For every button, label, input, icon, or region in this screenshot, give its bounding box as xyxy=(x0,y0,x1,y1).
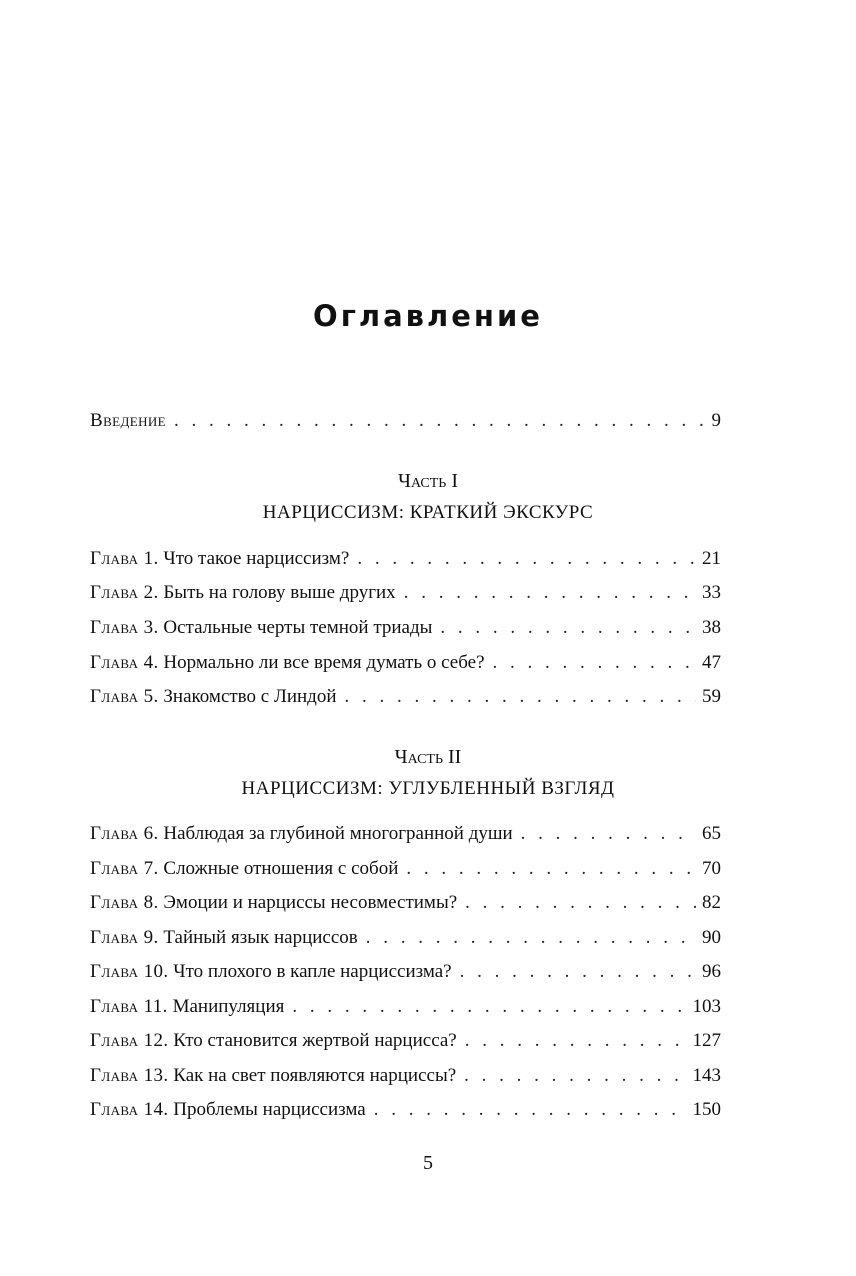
toc-entry[interactable] xyxy=(90,682,721,712)
page-title: Оглавление xyxy=(313,299,543,333)
chapter-label: Глава 1. xyxy=(90,548,159,569)
chapter-title: Нормально ли все время думать о себе? xyxy=(163,652,485,673)
toc-entry[interactable] xyxy=(90,578,721,608)
page-ref: 38 xyxy=(702,617,721,638)
dot-leader xyxy=(374,1095,687,1125)
dot-leader xyxy=(493,648,696,678)
chapter-label: Глава 10. xyxy=(90,961,169,982)
chapter-label: Глава 12. xyxy=(90,1030,169,1051)
toc-entry[interactable] xyxy=(90,613,721,643)
dot-leader xyxy=(465,888,696,918)
chapter-title: Сложные отношения с собой xyxy=(163,858,399,879)
dot-leader xyxy=(357,544,696,574)
toc-entry[interactable] xyxy=(90,819,721,849)
part-label: Часть I xyxy=(398,470,458,492)
chapter-label: Глава 9. xyxy=(90,927,159,948)
chapter-title: Проблемы нарциссизма xyxy=(173,1099,366,1120)
page-ref: 65 xyxy=(702,823,721,844)
page-ref: 59 xyxy=(702,686,721,707)
page-ref: 127 xyxy=(692,1030,721,1051)
dot-leader xyxy=(465,1026,687,1056)
chapter-label: Глава 5. xyxy=(90,686,159,707)
page-ref: 70 xyxy=(702,858,721,879)
chapter-title: Тайный язык нарциссов xyxy=(163,927,358,948)
chapter-title: Кто становится жертвой нарцисса? xyxy=(173,1030,457,1051)
dot-leader xyxy=(464,1061,686,1091)
toc-entry[interactable] xyxy=(90,957,721,987)
page-ref: 103 xyxy=(692,996,721,1017)
page-ref: 143 xyxy=(692,1065,721,1086)
toc-entry-intro[interactable] xyxy=(90,406,721,436)
chapter-label: Глава 7. xyxy=(90,858,159,879)
chapter-label: Глава 11. xyxy=(90,996,168,1017)
chapter-title: Эмоции и нарциссы несовместимы? xyxy=(163,892,458,913)
dot-leader xyxy=(174,406,705,436)
toc-entry[interactable] xyxy=(90,992,721,1022)
page-ref: 33 xyxy=(702,582,721,603)
chapter-title: Как на свет появляются нарциссы? xyxy=(173,1065,457,1086)
chapter-title: Манипуляция xyxy=(172,996,285,1017)
toc-entry[interactable] xyxy=(90,648,721,678)
page-ref: 90 xyxy=(702,927,721,948)
chapter-label: Глава 3. xyxy=(90,617,159,638)
page-ref: 9 xyxy=(711,410,721,431)
chapter-title: Наблюдая за глубиной многогранной души xyxy=(163,823,513,844)
page-ref: 47 xyxy=(702,652,721,673)
page-number: 5 xyxy=(423,1152,433,1174)
dot-leader xyxy=(345,682,696,712)
toc-entry[interactable] xyxy=(90,544,721,574)
page-ref: 96 xyxy=(702,961,721,982)
chapter-title: Знакомство с Линдой xyxy=(163,686,337,707)
chapter-title: Что такое нарциссизм? xyxy=(163,548,350,569)
chapter-title: Остальные черты темной триады xyxy=(163,617,433,638)
toc-entry[interactable] xyxy=(90,923,721,953)
dot-leader xyxy=(460,957,696,987)
dot-leader xyxy=(292,992,686,1022)
chapter-label: Глава 14. xyxy=(90,1099,169,1120)
chapter-label: Глава 6. xyxy=(90,823,159,844)
toc-entry[interactable] xyxy=(90,854,721,884)
toc-entry[interactable] xyxy=(90,888,721,918)
part-label: Часть II xyxy=(394,746,462,768)
toc-entry[interactable] xyxy=(90,1026,721,1056)
page-ref: 82 xyxy=(702,892,721,913)
dot-leader xyxy=(406,854,696,884)
toc-entry[interactable] xyxy=(90,1095,721,1125)
page-ref: 150 xyxy=(692,1099,721,1120)
chapter-label: Глава 2. xyxy=(90,582,159,603)
dot-leader xyxy=(404,578,696,608)
chapter-label: Глава 13. xyxy=(90,1065,169,1086)
chapter-title: Быть на голову выше других xyxy=(163,582,396,603)
chapter-label: Глава 4. xyxy=(90,652,159,673)
dot-leader xyxy=(521,819,696,849)
chapter-label: Глава 8. xyxy=(90,892,159,913)
page-ref: 21 xyxy=(702,548,721,569)
entry-label: Введение xyxy=(90,410,167,431)
dot-leader xyxy=(366,923,696,953)
part-title: НАРЦИССИЗМ: УГЛУБЛЕННЫЙ ВЗГЛЯД xyxy=(241,778,615,799)
dot-leader xyxy=(440,613,696,643)
chapter-title: Что плохого в капле нарциссизма? xyxy=(173,961,452,982)
toc-entry[interactable] xyxy=(90,1061,721,1091)
part-title: НАРЦИССИЗМ: КРАТКИЙ ЭКСКУРС xyxy=(262,502,594,523)
